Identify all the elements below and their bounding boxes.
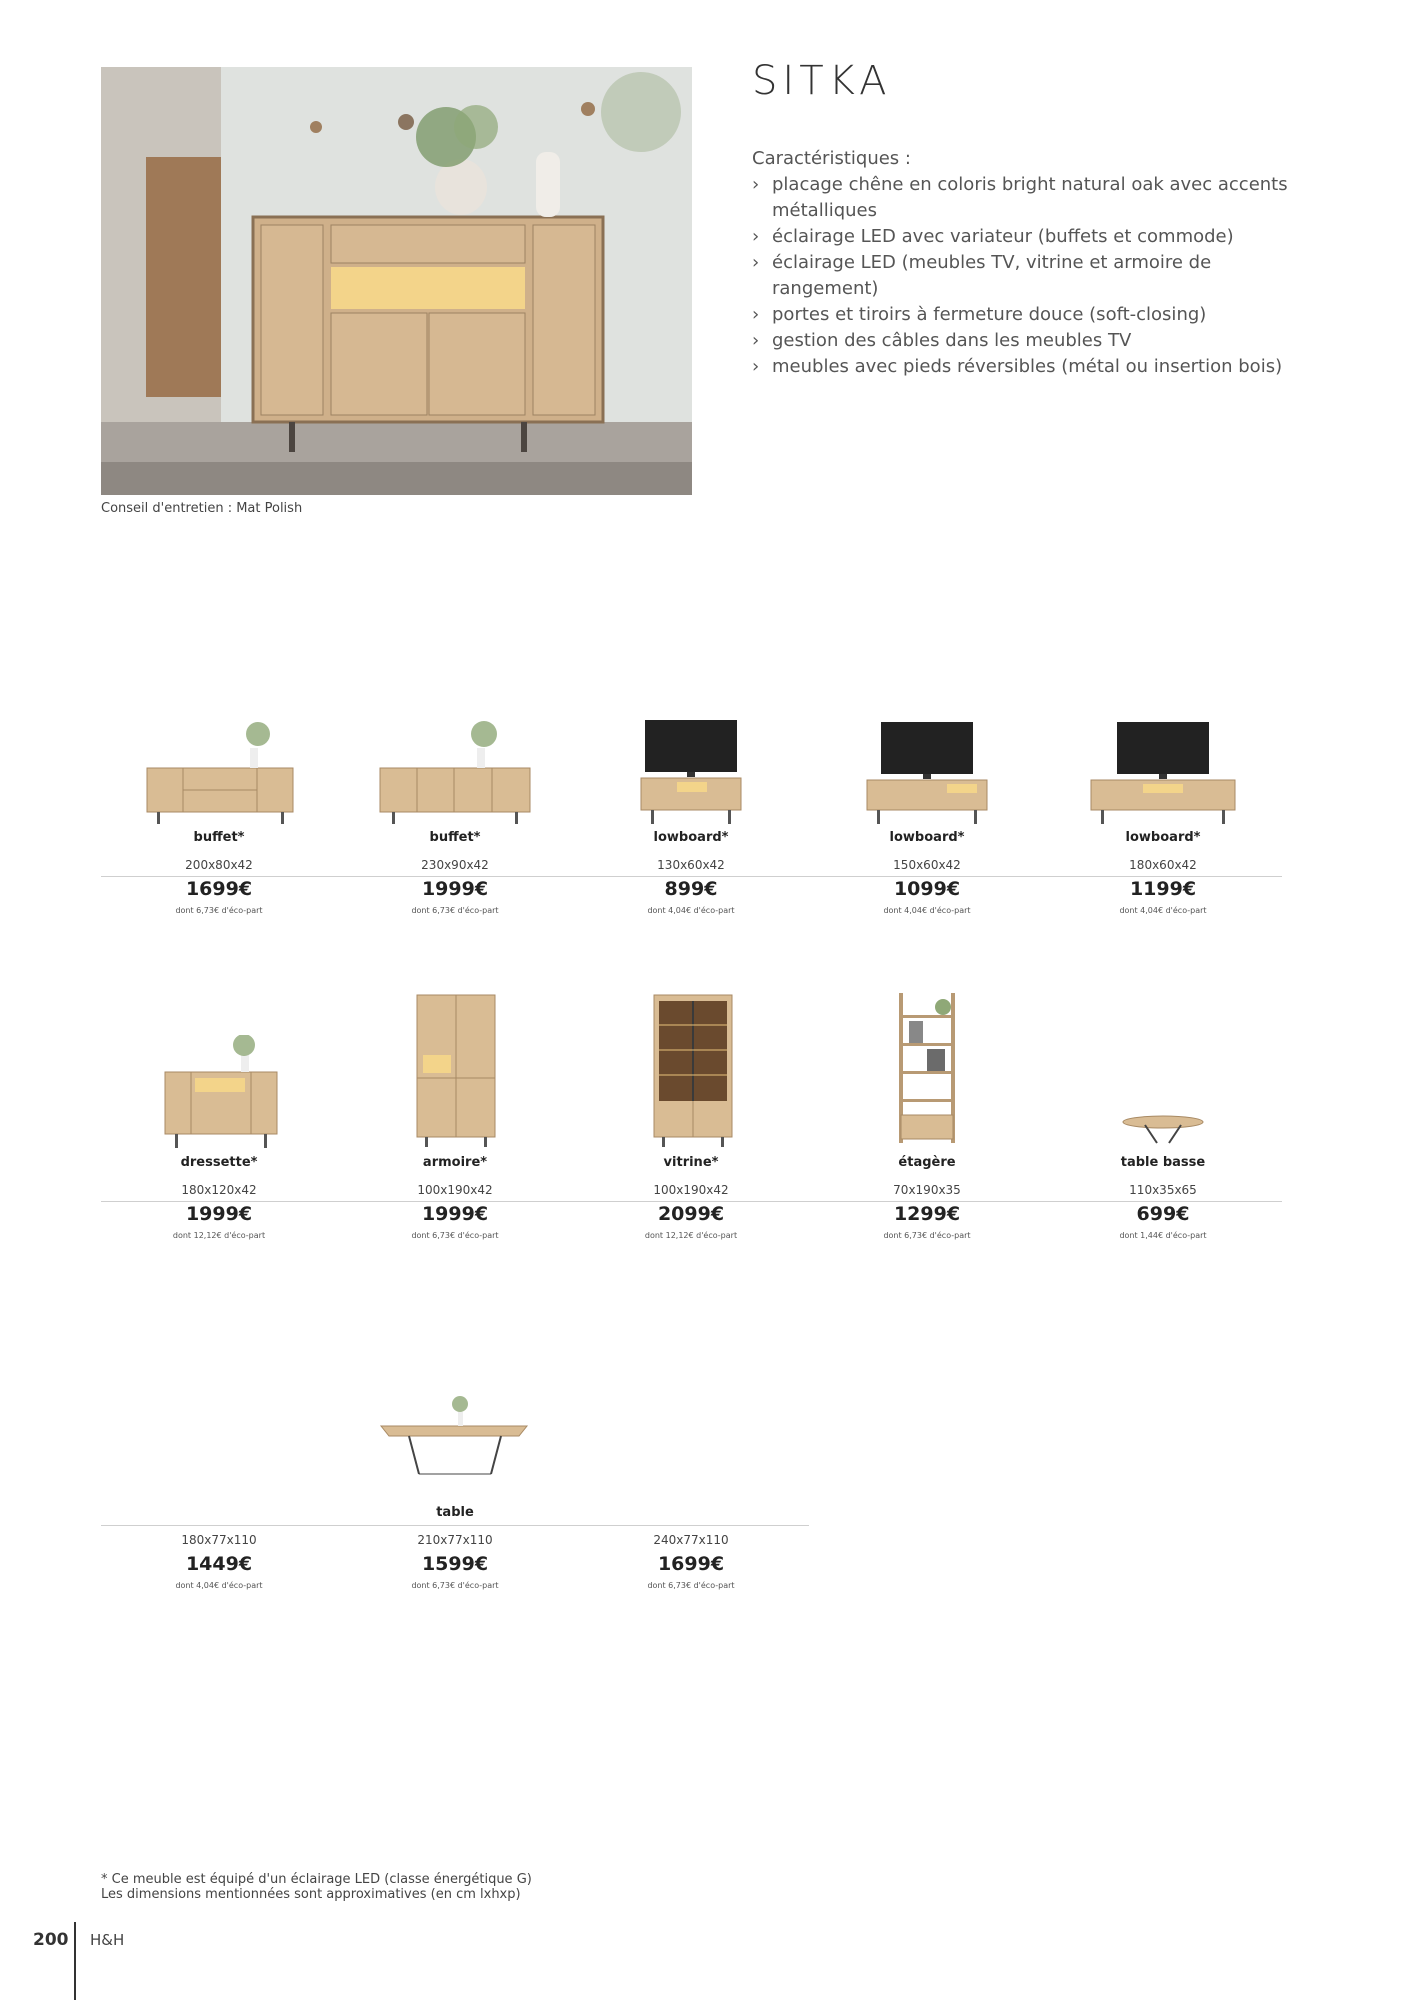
feature-item: › placage chêne en coloris bright natural oak avec accents métalliques	[752, 172, 1312, 224]
eco-part: dont 1,44€ d'éco-part	[1119, 1231, 1207, 1240]
buffet-image	[337, 710, 573, 830]
product-dimensions: 100x190x42	[653, 1183, 729, 1197]
product-name: lowboard*	[889, 830, 965, 845]
lowboard-image	[1045, 710, 1281, 830]
product-card	[573, 1374, 809, 1590]
table-image-placeholder	[573, 1374, 809, 1505]
footnote	[101, 1872, 532, 1902]
product-card	[1045, 955, 1281, 1240]
hero-photo	[101, 67, 692, 495]
collection-title: SITKA	[752, 58, 892, 104]
lowboard-image	[573, 710, 809, 830]
product-price: 1099€	[893, 878, 961, 900]
product-dimensions: 70x190x35	[893, 1183, 961, 1197]
features-list	[752, 172, 1312, 380]
eco-part: dont 4,04€ d'éco-part	[883, 906, 971, 915]
vitrine-image	[573, 955, 809, 1155]
product-dimensions: 180x120x42	[181, 1183, 257, 1197]
product-name: vitrine*	[663, 1155, 719, 1170]
product-price: 1449€	[185, 1553, 253, 1575]
product-name: buffet*	[429, 830, 481, 845]
product-price: 1699€	[185, 878, 253, 900]
page-number: 200	[33, 1930, 69, 1950]
product-price: 1699€	[657, 1553, 725, 1575]
footnote-dimensions: Les dimensions mentionnées sont approximatives (en cm lxhxp)	[101, 1887, 521, 1902]
product-card	[573, 955, 809, 1240]
product-price: 699€	[1136, 1203, 1190, 1225]
eco-part: dont 4,04€ d'éco-part	[175, 1581, 263, 1590]
product-name: table basse	[1120, 1155, 1206, 1170]
product-price: 1999€	[421, 878, 489, 900]
product-name: dressette*	[180, 1155, 258, 1170]
product-card	[101, 1035, 337, 1240]
eco-part: dont 4,04€ d'éco-part	[647, 906, 735, 915]
feature-item: › gestion des câbles dans les meubles TV	[752, 328, 1312, 354]
product-card	[809, 710, 1045, 915]
table-image-placeholder	[101, 1374, 337, 1505]
feature-item: › éclairage LED avec variateur (buffets et commode)	[752, 224, 1312, 250]
eco-part: dont 6,73€ d'éco-part	[647, 1581, 735, 1590]
eco-part: dont 4,04€ d'éco-part	[1119, 906, 1207, 915]
product-name: lowboard*	[1125, 830, 1201, 845]
brand-name: H&H	[90, 1931, 125, 1949]
lowboard-image	[809, 710, 1045, 830]
product-dimensions: 180x77x110	[181, 1533, 257, 1547]
product-price: 1999€	[421, 1203, 489, 1225]
product-dimensions: 110x35x65	[1129, 1183, 1197, 1197]
product-name: étagère	[898, 1155, 956, 1170]
eco-part: dont 6,73€ d'éco-part	[411, 1231, 499, 1240]
product-dimensions: 130x60x42	[657, 858, 725, 872]
armoire-image	[337, 955, 573, 1155]
product-name	[101, 1505, 337, 1521]
eco-part: dont 12,12€ d'éco-part	[172, 1231, 266, 1240]
page-divider	[74, 1922, 76, 2000]
product-price: 899€	[664, 878, 718, 900]
product-dimensions: 200x80x42	[185, 858, 253, 872]
product-name: table	[436, 1505, 474, 1520]
eco-part: dont 6,73€ d'éco-part	[883, 1231, 971, 1240]
product-card	[101, 1374, 337, 1590]
product-card	[1045, 710, 1281, 915]
features-heading: Caractéristiques :	[752, 148, 911, 169]
product-dimensions: 210x77x110	[417, 1533, 493, 1547]
product-dimensions: 150x60x42	[893, 858, 961, 872]
product-name: lowboard*	[653, 830, 729, 845]
product-price: 2099€	[657, 1203, 725, 1225]
product-price: 1599€	[421, 1553, 489, 1575]
product-card	[573, 710, 809, 915]
eco-part: dont 6,73€ d'éco-part	[411, 1581, 499, 1590]
eco-part: dont 6,73€ d'éco-part	[175, 906, 263, 915]
eco-part: dont 12,12€ d'éco-part	[644, 1231, 738, 1240]
product-dimensions: 230x90x42	[421, 858, 489, 872]
features-block	[752, 146, 1312, 380]
feature-item: › meubles avec pieds réversibles (métal ou insertion bois)	[752, 354, 1312, 380]
product-name	[573, 1505, 809, 1521]
product-card	[337, 1374, 573, 1590]
dressette-image	[101, 1035, 337, 1155]
eco-part: dont 6,73€ d'éco-part	[411, 906, 499, 915]
product-name: armoire*	[422, 1155, 488, 1170]
buffet-image	[101, 710, 337, 830]
care-tip: Conseil d'entretien : Mat Polish	[101, 501, 303, 516]
product-card	[337, 710, 573, 915]
product-name: buffet*	[193, 830, 245, 845]
etagere-image	[809, 955, 1045, 1155]
product-price: 1199€	[1129, 878, 1197, 900]
product-price: 1999€	[185, 1203, 253, 1225]
product-card	[337, 955, 573, 1240]
table-image	[337, 1374, 573, 1505]
product-card	[809, 955, 1045, 1240]
table-basse-image	[1045, 955, 1281, 1155]
feature-item: › éclairage LED (meubles TV, vitrine et armoire de rangement)	[752, 250, 1312, 302]
product-dimensions: 100x190x42	[417, 1183, 493, 1197]
product-price: 1299€	[893, 1203, 961, 1225]
footnote-led: * Ce meuble est équipé d'un éclairage LED (classe énergétique G)	[101, 1872, 532, 1887]
product-dimensions: 180x60x42	[1129, 858, 1197, 872]
product-card	[101, 710, 337, 915]
feature-item: › portes et tiroirs à fermeture douce (soft-closing)	[752, 302, 1312, 328]
product-dimensions: 240x77x110	[653, 1533, 729, 1547]
